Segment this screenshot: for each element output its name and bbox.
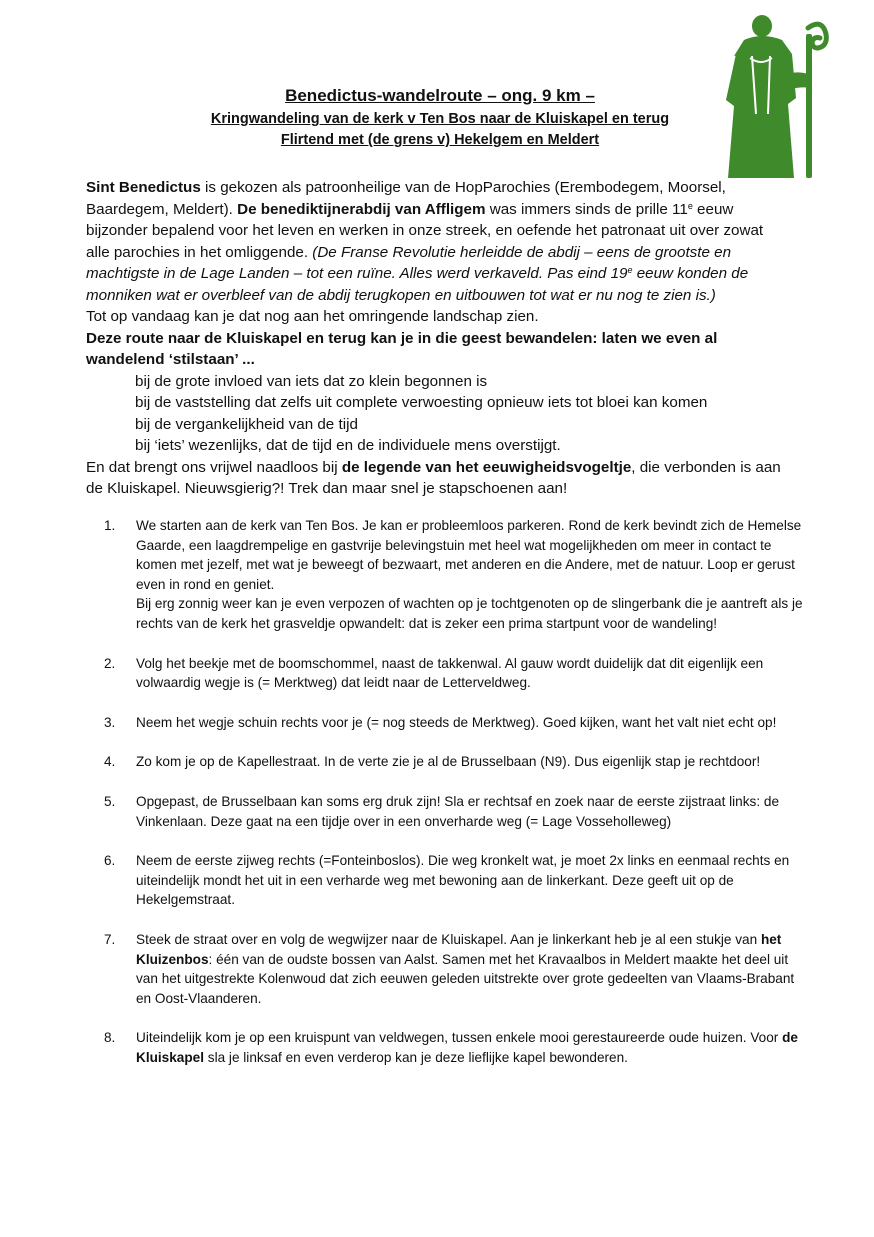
step-bold-kluizenbos: het Kluizenbos xyxy=(136,931,782,967)
step-text: Zo kom je op de Kapellestraat. In de verte zie je al de Brusselbaan (N9). Dus eigenlijk stap je rechtdoor! xyxy=(136,754,761,770)
reflection-item: bij ‘iets’ wezenlijks, dat de tijd en de individuele mens overstijgt. xyxy=(135,437,561,454)
intro-bold-route: Deze route naar de Kluiskapel en terug kan je in die geest bewandelen: laten we even al wandelend ‘stilstaan’ ... xyxy=(86,329,718,368)
step-text: Neem de eerste zijweg rechts (=Fonteinboslos). Die weg kronkelt wat, je moet 2x links en eenmaal rechts en uiteindelijk mondt het uit in een verharde weg met bewoning aan de linkerkant. Deze geeft uit op de Hekelgemstraat. xyxy=(136,853,790,908)
step-number: 8. xyxy=(104,1030,116,1046)
step-number: 6. xyxy=(104,853,116,869)
step-text-part: sla je linksaf en even verderop kan je deze lieflijke kapel bewonderen. xyxy=(204,1049,628,1065)
superscript: e xyxy=(687,200,693,211)
step-number: 3. xyxy=(104,714,116,730)
step-text-part: Steek de straat over en volg de wegwijzer naar de Kluiskapel. Aan je linkerkant heb je al een stukje van xyxy=(136,931,761,947)
route-step xyxy=(104,713,804,733)
route-step xyxy=(104,1028,804,1067)
step-text: Bij erg zonnig weer kan je even verpozen of wachten op je tochtgenoten op de slingerbank die je aantreft als je rechts van de kerk het grasveldje opwandelt: dat is zeker een prima startpunt voor de wandeling! xyxy=(136,596,803,631)
intro-bold-abbey: De benediktijnerabdij van Affligem xyxy=(237,200,486,218)
introduction xyxy=(86,177,786,500)
step-number: 1. xyxy=(104,518,116,533)
intro-text: eeuw bijzonder bepalend voor het leven en werken in onze streek, en oefende het patronaat uit over zowat alle parochies in het omliggende. xyxy=(86,200,764,261)
subtitle-border: Flirtend met (de grens v) Hekelgem en Meldert xyxy=(280,132,600,148)
step-text xyxy=(136,930,804,1008)
intro-text: was immers sinds de prille 11 xyxy=(485,200,688,218)
intro-bold-saint: Sint Benedictus xyxy=(86,179,201,196)
reflection-item: bij de vergankelijkheid van de tijd xyxy=(135,415,358,433)
reflection-item: bij de grote invloed van iets dat zo klein begonnen is xyxy=(135,372,488,390)
route-step xyxy=(104,752,804,772)
route-steps xyxy=(104,516,804,1087)
reflection-item: bij de vaststelling dat zelfs uit complete verwoesting opnieuw iets tot bloei kan komen xyxy=(135,394,708,411)
step-text-part: : één van de oudste bossen van Aalst. Samen met het Kravaalbos in Meldert maakte het deel uit van het uitgestrekte Kolenwoud dat zich eeuwen geleden uitstrekte over grote gedeelten van Vlaams-Brabant en Oost-Vlaanderen. xyxy=(136,951,795,1006)
route-step xyxy=(104,851,804,910)
intro-italic: (De Franse Revolutie herleidde de abdij – eens de grootste en machtigste in de Lage Landen – tot een ruïne. Alles werd verkaveld. Pas eind 19 xyxy=(86,243,732,282)
route-step xyxy=(104,792,804,831)
step-text: We starten aan de kerk van Ten Bos. Je kan er probleemloos parkeren. Rond de kerk bevindt zich de Hemelse Gaarde, een laagdrempelige en gastvrije belevingstuin met heel wat mogelijkheden om meer in contact te komen met jezelf, met wat je beweegt of bezwaart, met anderen en die Andere, met de natuur. Loop er gerust even in rond en geniet. xyxy=(136,518,802,592)
intro-bold-legend: de legende van het eeuwigheidsvogeltje xyxy=(341,458,632,476)
route-step xyxy=(104,516,804,634)
step-number: 2. xyxy=(104,655,116,671)
route-step xyxy=(104,930,804,1008)
step-text: Opgepast, de Brusselbaan kan soms erg druk zijn! Sla er rechtsaf en zoek naar de eerste zijstraat links: de Vinkenlaan. Deze gaat na een tijdje over in een onverharde weg (= Lage Vosseholleweg) xyxy=(136,793,780,829)
subtitle-route: Kringwandeling van de kerk v Ten Bos naar de Kluiskapel en terug xyxy=(210,111,670,127)
step-bold-kluiskapel: de Kluiskapel xyxy=(136,1030,798,1065)
intro-text: is gekozen als patroonheilige van de HopParochies (Erembodegem, Moorsel, Baardegem, Meldert). xyxy=(86,179,726,218)
step-number: 7. xyxy=(104,931,116,947)
step-text: Volg het beekje met de boomschommel, naast de takkenwal. Al gauw wordt duidelijk dat dit eigenlijk een volwaardig wegje is (= Merktweg) dat leidt naar de Letterveldweg. xyxy=(136,655,764,691)
intro-italic: eeuw konden de monniken wat er overbleef van de abdij terugkopen en uitbouwen tot wat er nu nog te zien is.) xyxy=(86,265,749,304)
intro-sentence: Tot op vandaag kan je dat nog aan het omringende landschap zien. xyxy=(86,308,539,325)
step-text: Neem het wegje schuin rechts voor je (= nog steeds de Merktweg). Goed kijken, want het valt niet echt op! xyxy=(136,714,777,730)
intro-text: , die verbonden is aan de Kluiskapel. Nieuwsgierig?! Trek dan maar snel je stapschoenen aan! xyxy=(86,458,781,497)
intro-text: En dat brengt ons vrijwel naadloos bij xyxy=(86,458,342,476)
step-text xyxy=(136,1028,804,1067)
intro-legend-paragraph xyxy=(86,457,786,500)
step-number: 4. xyxy=(104,754,116,770)
step-text-part: Uiteindelijk kom je op een kruispunt van veldwegen, tussen enkele mooi gerestaureerde oude huizen. Voor xyxy=(136,1030,783,1046)
intro-paragraph xyxy=(86,177,786,306)
page-title: Benedictus-wandelroute – ong. 9 km – xyxy=(285,86,595,105)
step-number: 5. xyxy=(104,793,116,809)
superscript: e xyxy=(627,265,633,275)
route-step xyxy=(104,654,804,693)
